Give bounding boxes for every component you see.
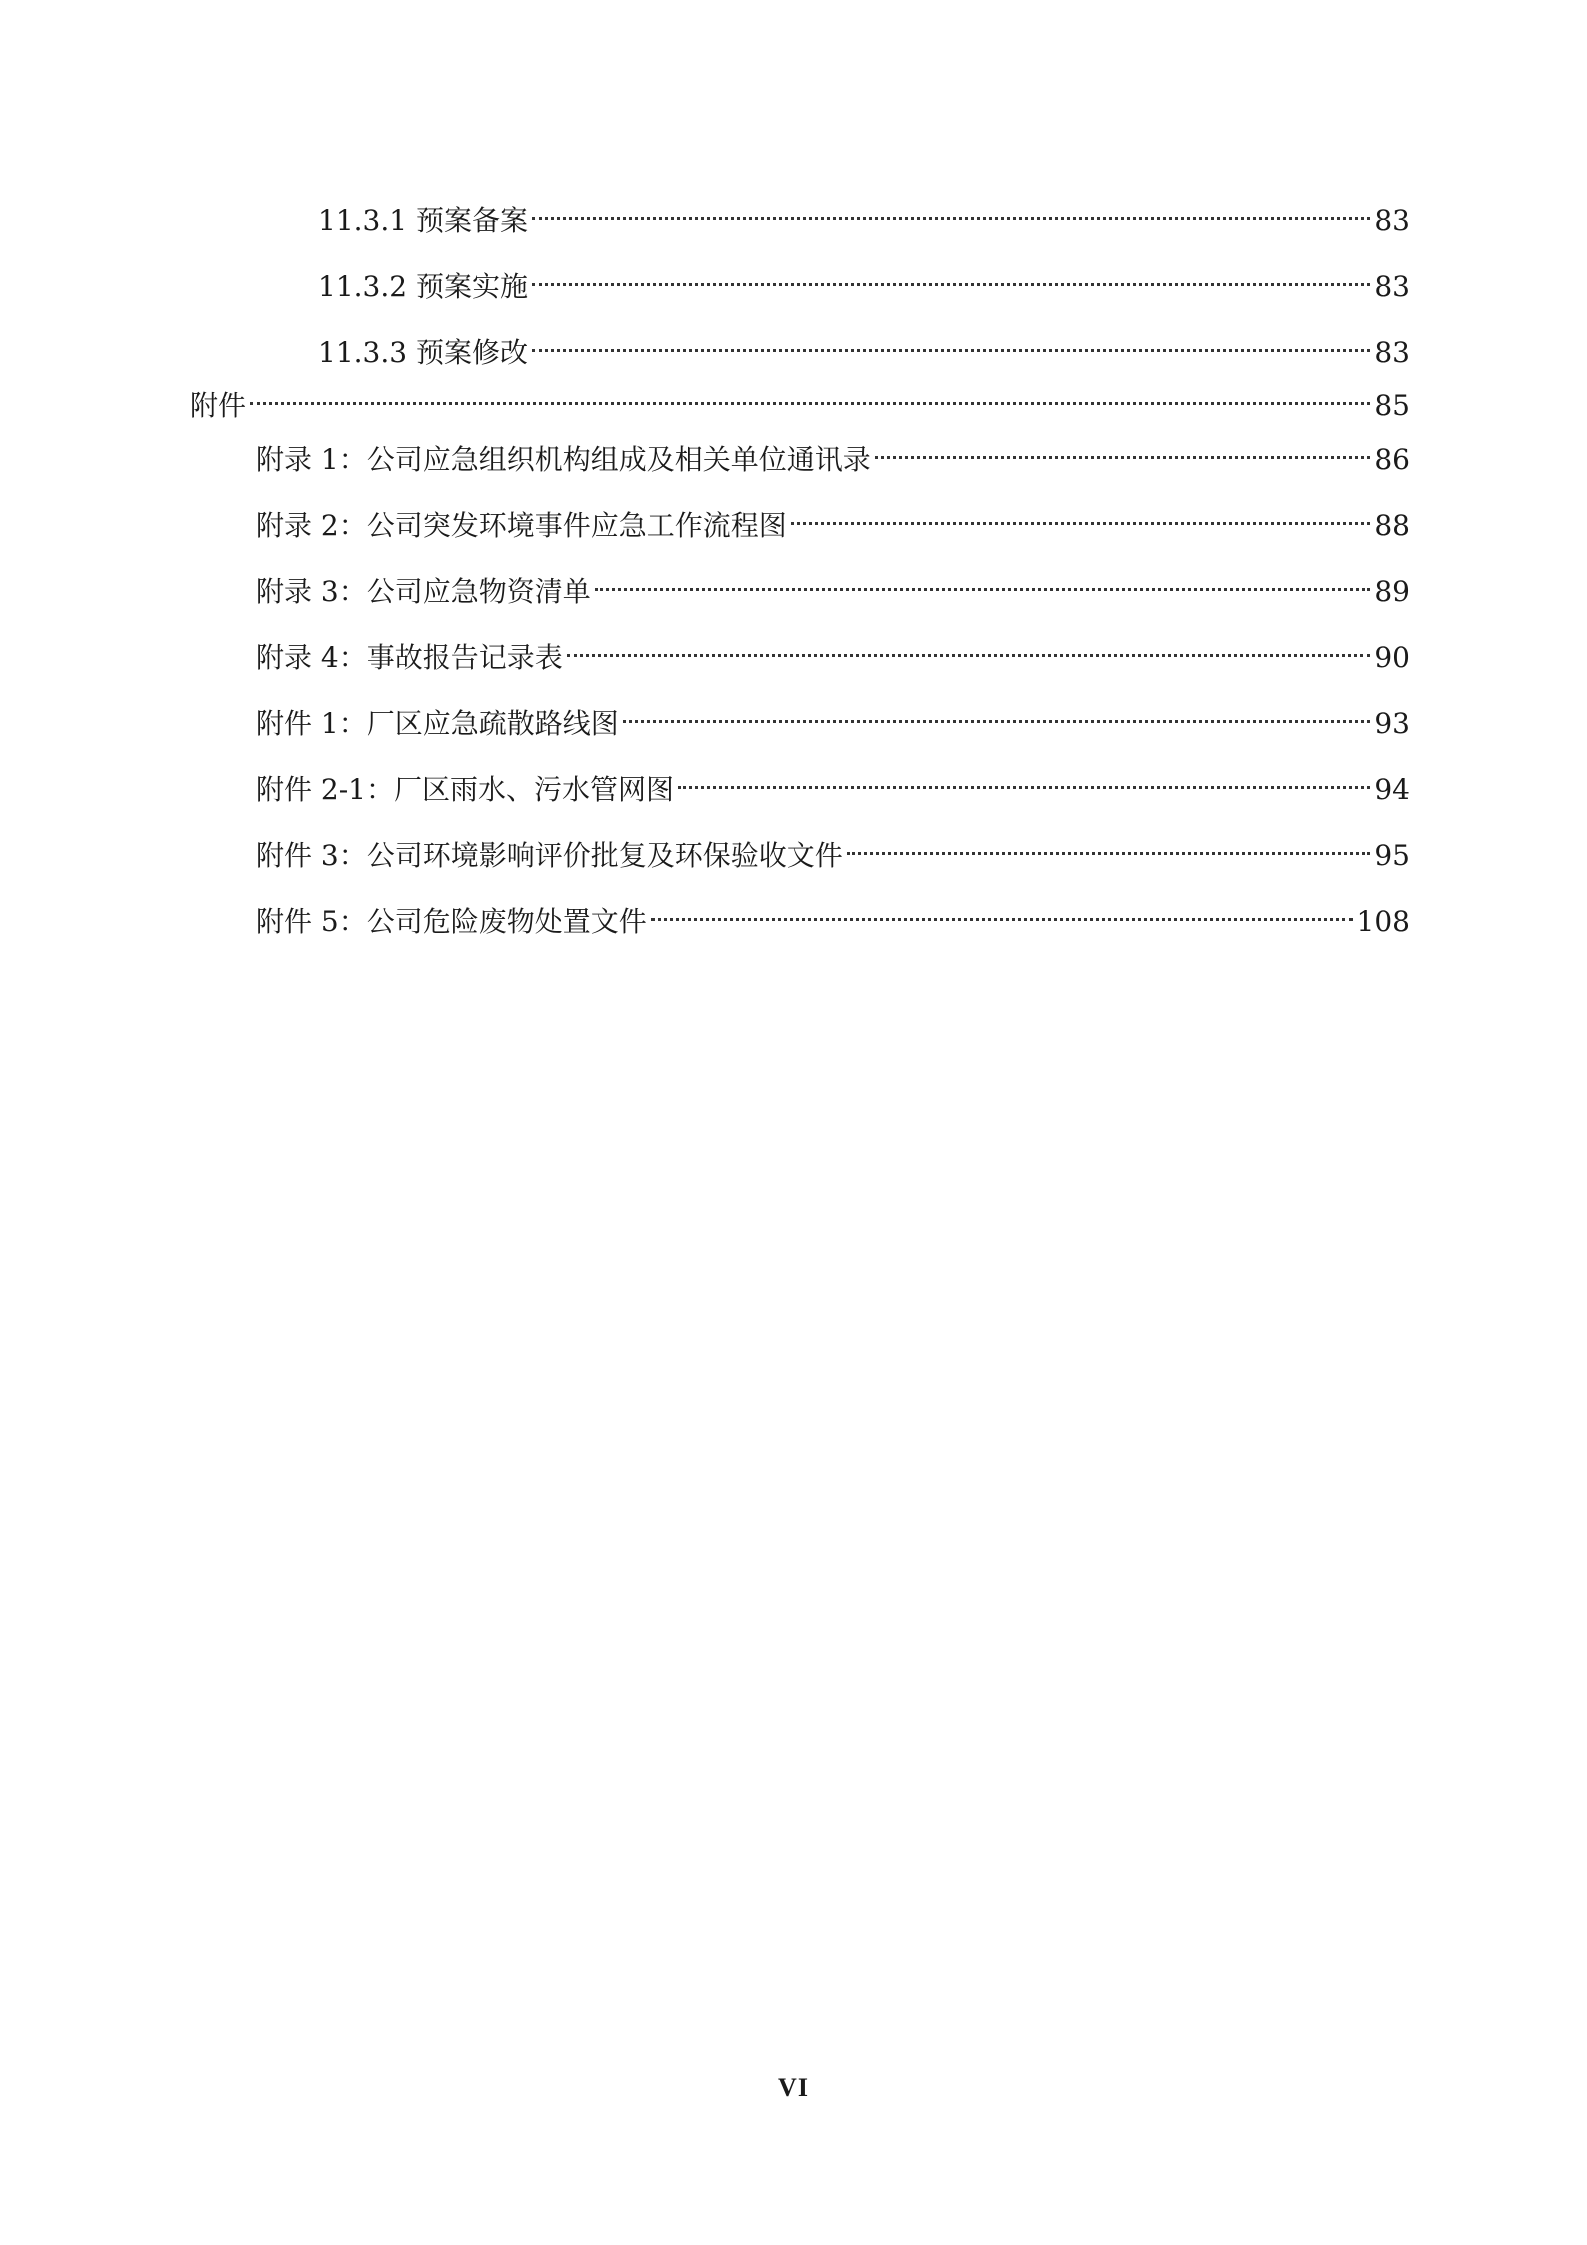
toc-entry-page: 108: [1356, 905, 1410, 938]
toc-entry-page: 83: [1374, 336, 1410, 369]
toc-entry-title: 附件 5：公司危险废物处置文件: [256, 905, 647, 938]
toc-entry-page: 86: [1374, 443, 1410, 476]
toc-dot-leader: [532, 186, 1370, 230]
toc-entry-title: 附件 2-1：厂区雨水、污水管网图: [256, 773, 674, 806]
toc-dot-leader: [651, 887, 1353, 931]
toc-dot-leader: [250, 371, 1370, 415]
toc-entry-page: 85: [1374, 389, 1410, 422]
toc-entry-page: 94: [1374, 773, 1410, 806]
toc-entry[interactable]: [256, 623, 1410, 674]
toc-entry-page: 83: [1374, 270, 1410, 303]
toc-dot-leader: [532, 318, 1370, 362]
toc-entry-page: 83: [1374, 204, 1410, 237]
toc-entry-title: 11.3.1 预案备案: [318, 204, 528, 237]
toc-dot-leader: [532, 252, 1370, 296]
toc-entry-page: 95: [1374, 839, 1410, 872]
toc-entry-title: 附件 3：公司环境影响评价批复及环保验收文件: [256, 839, 843, 872]
toc-entry[interactable]: [256, 755, 1410, 806]
toc-entry-title: 11.3.3 预案修改: [318, 336, 528, 369]
toc-entry-title: 附件: [190, 389, 247, 422]
toc-entry-title: 附件 1：厂区应急疏散路线图: [256, 707, 619, 740]
toc-dot-leader: [847, 821, 1371, 865]
toc-entry-page: 93: [1374, 707, 1410, 740]
toc-entry-title: 附录 2：公司突发环境事件应急工作流程图: [256, 509, 787, 542]
toc-dot-leader: [791, 491, 1371, 535]
toc-entry-page: 88: [1374, 509, 1410, 542]
toc-entry[interactable]: [318, 252, 1410, 303]
toc-dot-leader: [678, 755, 1370, 799]
toc-entry[interactable]: [190, 371, 1410, 422]
toc-entry[interactable]: [256, 425, 1410, 476]
toc-entry-page: 89: [1374, 575, 1410, 608]
toc-entry[interactable]: [256, 491, 1410, 542]
toc-entry-page: 90: [1374, 641, 1410, 674]
toc-entry-title: 附录 1：公司应急组织机构组成及相关单位通讯录: [256, 443, 871, 476]
toc-entry[interactable]: [318, 318, 1410, 369]
toc-dot-leader: [595, 557, 1371, 601]
toc-entry[interactable]: [256, 821, 1410, 872]
toc-entry-title: 附录 3：公司应急物资清单: [256, 575, 591, 608]
toc-dot-leader: [875, 425, 1371, 469]
toc-entry[interactable]: [256, 557, 1410, 608]
toc-entry[interactable]: [256, 689, 1410, 740]
toc-entry-title: 附录 4：事故报告记录表: [256, 641, 563, 674]
toc-dot-leader: [567, 623, 1371, 667]
toc-dot-leader: [623, 689, 1371, 733]
page-number: VI: [778, 2073, 809, 2102]
toc-entry-title: 11.3.2 预案实施: [318, 270, 528, 303]
toc-entry[interactable]: [256, 887, 1410, 938]
toc-entry[interactable]: [318, 186, 1410, 237]
